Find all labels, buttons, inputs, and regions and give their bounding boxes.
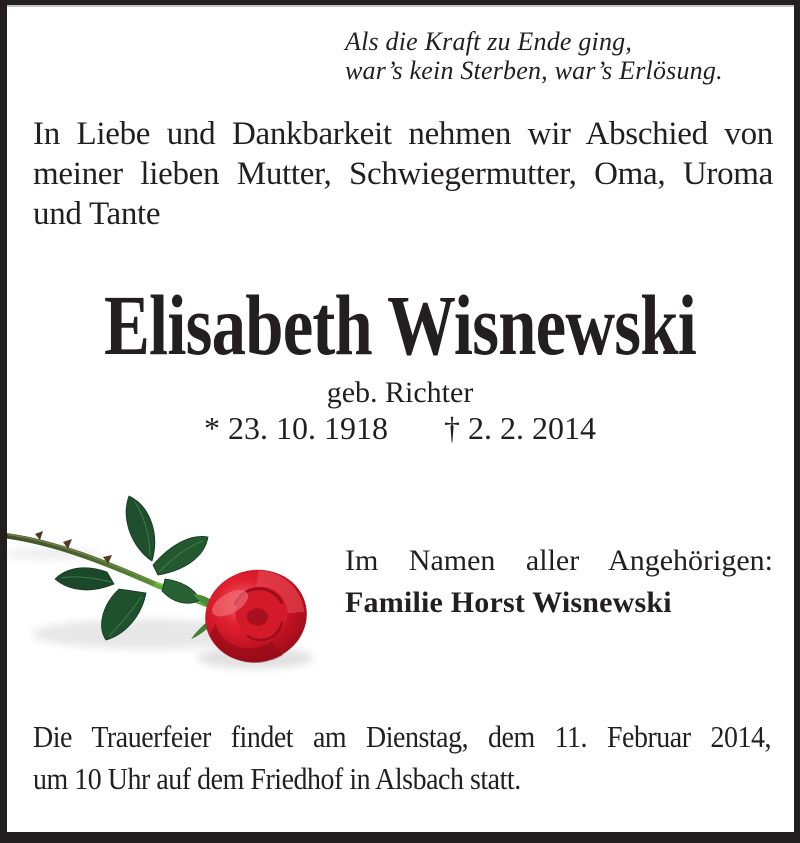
family-name: Familie Horst Wisnewski [345,586,672,619]
farewell-line-2: meiner lieben Mutter, Schwiegermutter, Oma, Uroma [33,156,773,192]
farewell-line-3: und Tante [33,196,161,232]
funeral-info [33,716,771,800]
epigraph-line-1: Als die Kraft zu Ende ging, [345,27,633,56]
birth-date: * 23. 10. 1918 [204,410,388,446]
birth-name: geb. Richter [326,376,474,409]
funeral-line-1: Die Trauerfeier findet am Dienstag, dem 11. Februar 2014, [33,719,771,754]
scan-artifact-line [7,5,794,7]
mourners-line: Im Namen aller Angehörigen: [345,544,773,577]
mourners-block [345,540,773,624]
farewell-text [33,114,773,234]
rose-icon [7,486,319,694]
farewell-line-1: In Liebe und Dankbarkeit nehmen wir Abschied von [33,116,773,152]
funeral-line-2: um 10 Uhr auf dem Friedhof in Alsbach statt. [33,761,521,796]
life-dates [7,410,793,446]
death-date: † 2. 2. 2014 [444,410,596,446]
epigraph [345,27,775,85]
deceased-name: Elisabeth Wisnewski [103,277,697,373]
epigraph-line-2: war’s kein Sterben, war’s Erlösung. [345,56,723,85]
